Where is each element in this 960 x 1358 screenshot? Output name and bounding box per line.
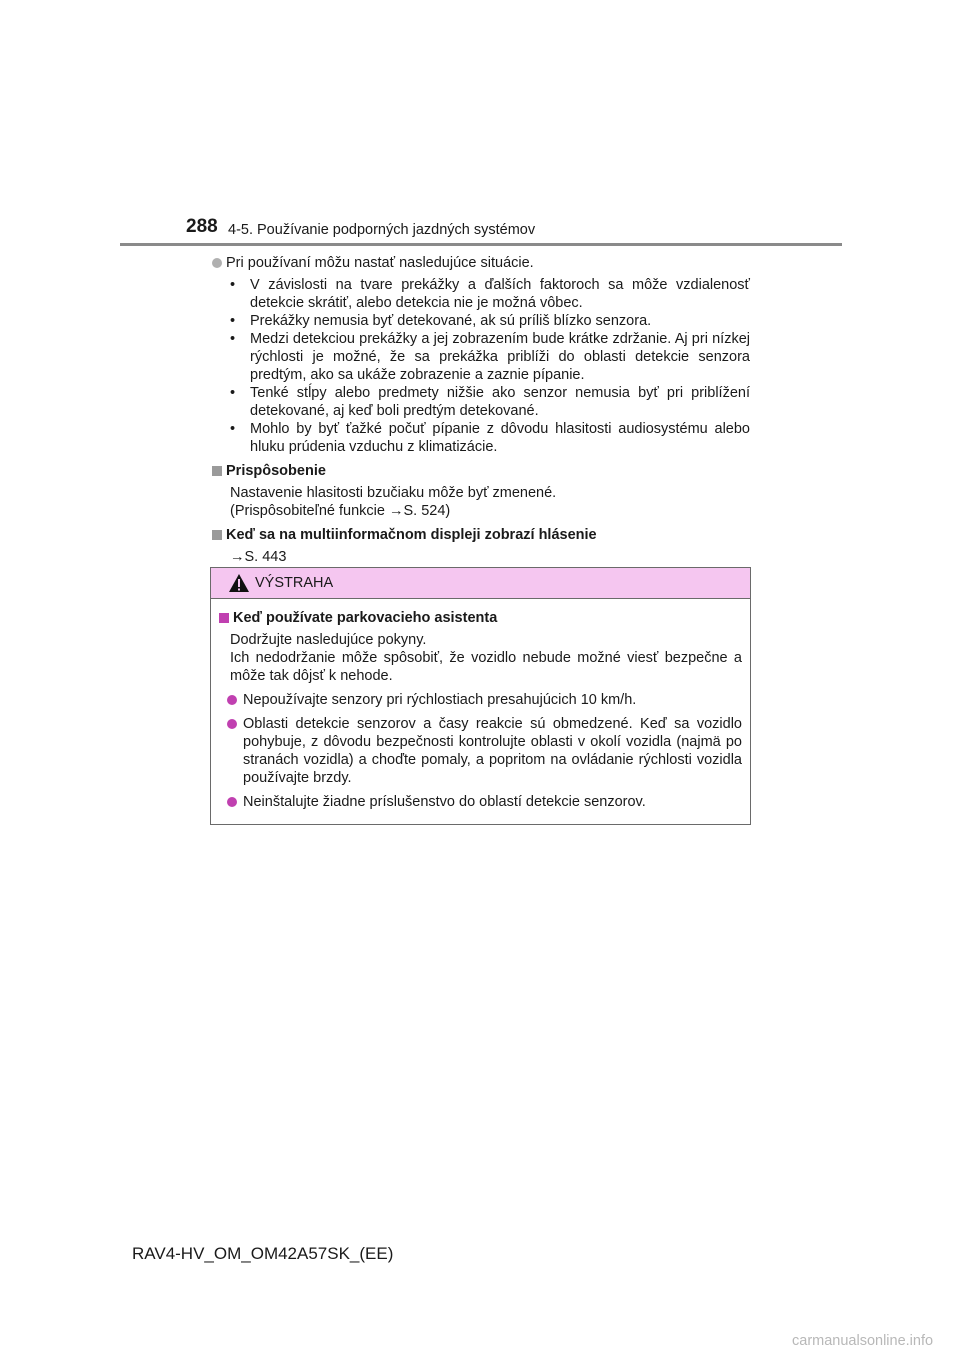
header-divider	[120, 243, 842, 246]
list-item: • Prekážky nemusia byť detekované, ak sú príliš blízko senzora.	[230, 313, 652, 329]
square-bullet-icon	[212, 530, 222, 540]
bullet-icon	[227, 695, 237, 705]
customization-text: Nastavenie hlasitosti bzučiaku môže byť zmenené. (Prispôsobiteľné funkcie →S. 524)	[210, 484, 750, 520]
warning-bullet: Nepoužívajte senzory pri rýchlostiach presahujúcich 10 km/h.	[219, 691, 742, 709]
square-bullet-icon	[212, 466, 222, 476]
warning-heading: Keď používate parkovacieho asistenta	[219, 609, 742, 627]
display-message-heading: Keď sa na multiinformačnom displeji zobrazí hlásenie	[210, 526, 750, 544]
bullet-icon	[227, 797, 237, 807]
warning-bullet: Oblasti detekcie senzorov a časy reakcie sú obmedzené. Keď sa vozidlo pohybuje, z dôvodu bezpečnosti kontrolujte oblasti v okolí vozidla (najmä po stranách vozidla) a choďte pomaly, a popritom na ovládanie rýchlosti vozidla používajte brzdy.	[219, 715, 742, 787]
customization-reference: (Prispôsobiteľné funkcie →S. 524)	[230, 503, 451, 519]
display-message-reference: →S. 443	[230, 549, 287, 565]
watermark: carmanualsonline.info	[792, 1333, 934, 1349]
warning-body	[211, 599, 750, 811]
warning-box	[210, 567, 751, 825]
usage-situations	[210, 254, 750, 456]
page-number: 288	[186, 216, 218, 237]
warning-label: VÝSTRAHA	[255, 575, 334, 591]
bullet-icon	[212, 258, 222, 268]
document-code: RAV4-HV_OM_OM42A57SK_(EE)	[132, 1244, 394, 1263]
situations-list	[226, 276, 750, 456]
bullet-icon	[227, 719, 237, 729]
dot-icon: •	[230, 277, 236, 293]
page-header	[0, 0, 960, 250]
customization-heading: Prispôsobenie	[210, 462, 750, 480]
warning-intro: Dodržujte nasledujúce pokyny. Ich nedodržanie môže spôsobiť, že vozidlo nebude možné viesť bezpečne a môže tak dôjsť k nehode.	[230, 632, 742, 684]
dot-icon: •	[230, 385, 236, 401]
square-bullet-icon	[219, 613, 229, 623]
main-content	[210, 254, 750, 572]
list-item: • V závislosti na tvare prekážky a ďalších faktoroch sa môže vzdialenosť detekcie skrátiť, alebo detekcia nie je možná vôbec.	[230, 277, 750, 311]
warning-bullet: Neinštalujte žiadne príslušenstvo do oblastí detekcie senzorov.	[219, 793, 742, 811]
dot-icon: •	[230, 313, 236, 329]
dot-icon: •	[230, 421, 236, 437]
usage-situations-text: Pri používaní môžu nastať nasledujúce situácie.	[226, 255, 534, 271]
dot-icon: •	[230, 331, 236, 347]
list-item: • Mohlo by byť ťažké počuť pípanie z dôvodu hlasitosti audiosystému alebo hluku prúdenia vzduchu z klimatizácie.	[230, 421, 750, 455]
list-item: • Tenké stĺpy alebo predmety nižšie ako senzor nemusia byť pri priblížení detekované, aj keď boli predtým detekované.	[230, 385, 750, 419]
warning-triangle-icon	[228, 573, 250, 593]
warning-header	[211, 568, 750, 599]
list-item: • Medzi detekciou prekážky a jej zobrazením bude krátke zdržanie. Aj pri nízkej rýchlosti je možné, že sa prekážka priblíži do oblasti detekcie senzora predtým, ako sa ukáže zobrazenie a zaznie pípanie.	[230, 331, 750, 383]
section-title: 4-5. Používanie podporných jazdných systémov	[228, 222, 536, 238]
